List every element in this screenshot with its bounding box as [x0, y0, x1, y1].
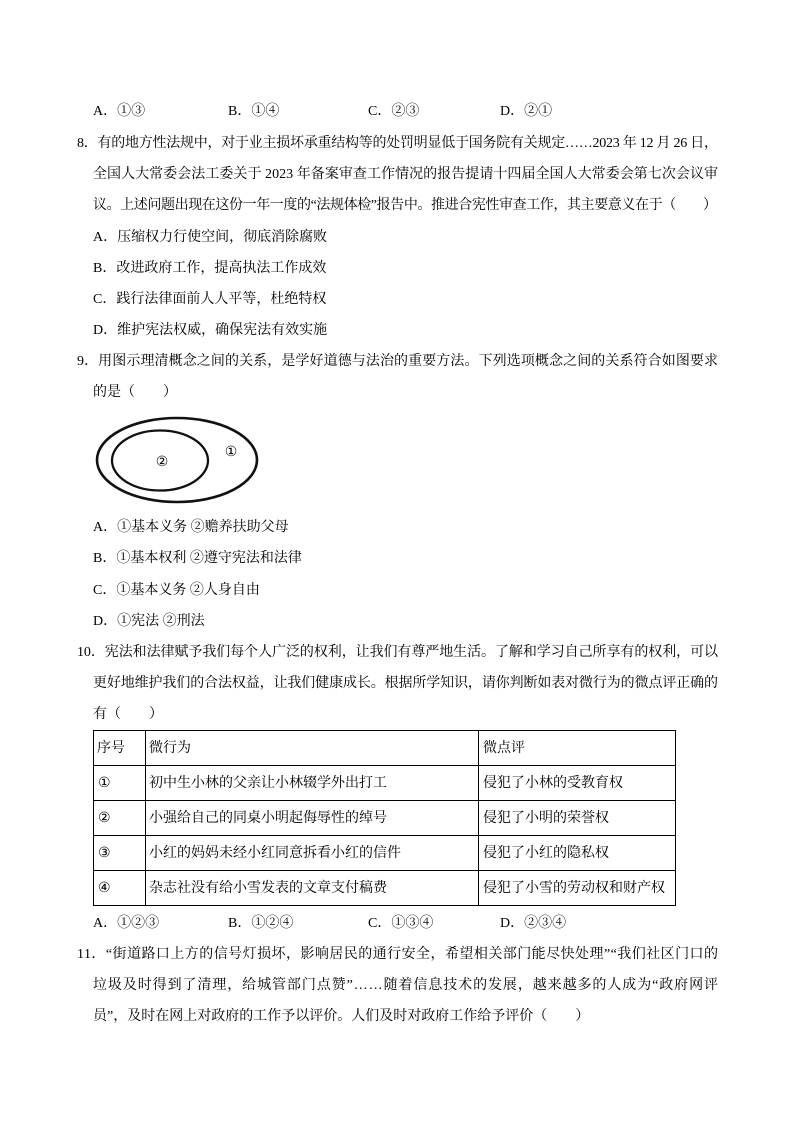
table-row: [98, 844, 609, 861]
q9-option-a: A．①基本义务 ②赡养扶助父母: [93, 520, 289, 535]
q10-stem-text-1: 宪法和法律赋予我们每个人广泛的权利，让我们有尊严地生活。了解和学习自己所享有的权利，可以: [104, 645, 718, 660]
q8-option-c: C．践行法律面前人人平等，杜绝特权: [93, 292, 327, 307]
q9-option-d: D．①宪法 ②刑法: [93, 614, 205, 629]
row-behavior: 小强给自己的同桌小明起侮辱性的绰号: [149, 811, 387, 826]
q10-number: 10．: [77, 645, 105, 660]
q11-stem-line-1: [77, 945, 718, 962]
q8-stem-line-1: [77, 134, 718, 151]
row-comment: 侵犯了小红的隐私权: [483, 846, 609, 861]
q10-option-d: D．②③④: [500, 916, 567, 931]
outer-concept-label: ①: [224, 444, 238, 460]
q8-option-d: D．维护宪法权威，确保宪法有效实施: [93, 323, 328, 338]
table-row: [98, 879, 665, 896]
question-9: [77, 352, 718, 629]
q10-table: [94, 731, 676, 906]
q8-option-a: A．压缩权力行使空间，彻底消除腐败: [93, 230, 328, 245]
q7-option-c: C．②③: [368, 104, 420, 119]
question-8: [77, 134, 718, 338]
table-row: [98, 774, 623, 791]
header-behavior: 微行为: [149, 741, 191, 756]
row-behavior: 小红的妈妈未经小红同意拆看小红的信件: [149, 846, 401, 861]
table-row: [98, 809, 609, 826]
question-10: [77, 643, 719, 931]
q11-number: 11．: [77, 947, 106, 962]
q8-stem-line-2: 全国人大常委会法工委关于 2023 年备案审查工作情况的报告提请十四届全国人大常委会第七次会议审: [93, 167, 718, 182]
q10-stem-line-1: [77, 643, 719, 660]
row-comment: 侵犯了小明的荣誉权: [483, 811, 609, 826]
row-comment: 侵犯了小雪的劳动权和财产权: [483, 881, 665, 896]
q7-option-d: D．②①: [500, 104, 553, 119]
table-header-row: [97, 739, 525, 756]
row-index: ②: [98, 810, 111, 826]
row-index: ①: [98, 775, 111, 791]
header-comment: 微点评: [483, 741, 525, 756]
q10-option-b: B．①②④: [228, 916, 294, 931]
q10-stem-line-2: 更好地维护我们的合法权益，让我们健康成长。根据所学知识，请你判断如表对微行为的微点评正确的: [93, 676, 718, 691]
q7-options: [93, 103, 552, 119]
header-index: 序号: [97, 741, 125, 756]
q9-option-c: C．①基本义务 ②人身自由: [93, 583, 260, 598]
q8-option-b: B．改进政府工作，提高执法工作成效: [93, 261, 327, 276]
row-index: ③: [98, 845, 111, 861]
question-11: [77, 945, 718, 1024]
q9-stem-line-1: [77, 352, 718, 369]
q9-option-b: B．①基本权利 ②遵守宪法和法律: [93, 551, 302, 566]
q11-stem-line-3: 员”，及时在网上对政府的工作予以评价。人们及时对政府工作给予评价（ ）: [93, 1009, 590, 1024]
row-index: ④: [98, 880, 111, 896]
q7-option-b: B．①④: [228, 104, 280, 119]
q8-stem-line-3: 议。上述问题出现在这份一年一度的“法规体检”报告中。推进合宪性审查工作，其主要意义在于（ ）: [93, 198, 717, 213]
q10-option-c: C．①③④: [368, 916, 434, 931]
row-comment: 侵犯了小林的受教育权: [483, 776, 623, 791]
q9-stem-line-2: 的是（ ）: [93, 385, 177, 400]
row-behavior: 初中生小林的父亲让小林辍学外出打工: [149, 776, 387, 791]
q9-concept-diagram: [97, 418, 257, 502]
q11-stem-text-1: “街道路口上方的信号灯损坏，影响居民的通行安全，希望相关部门能尽快处理”“我们社区门口的: [105, 947, 718, 962]
q8-stem-text-1: 有的地方性法规中，对于业主损坏承重结构等的处罚明显低于国务院有关规定……2023 年 12 月 26 日，: [97, 136, 718, 151]
q9-number: 9．: [77, 354, 99, 369]
inner-concept-label: ②: [155, 454, 169, 470]
q11-stem-line-2: 垃圾及时得到了清理，给城管部门点赞”……随着信息技术的发展，越来越多的人成为“政府网评: [93, 978, 718, 993]
q8-number: 8．: [77, 136, 98, 151]
q10-option-a: A．①②③: [93, 916, 160, 931]
q7-option-a: A．①③: [93, 104, 146, 119]
row-behavior: 杂志社没有给小雪发表的文章支付稿费: [149, 881, 387, 896]
q10-stem-line-3: 有（ ）: [93, 707, 163, 722]
q9-stem-text-1: 用图示理清概念之间的关系，是学好道德与法治的重要方法。下列选项概念之间的关系符合如图要求: [98, 354, 718, 369]
